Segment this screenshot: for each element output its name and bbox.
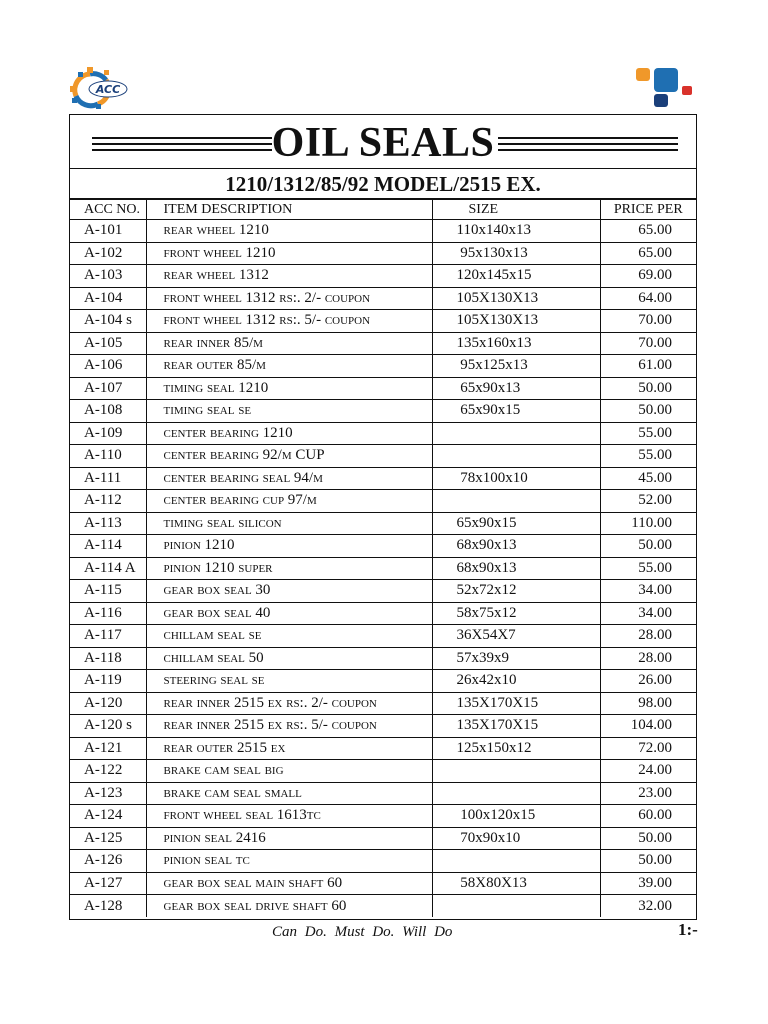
cell-acc-no: A-111	[70, 467, 146, 490]
cell-size: 36X54X7	[432, 625, 600, 648]
cell-acc-no: A-120 s	[70, 715, 146, 738]
cell-size: 26x42x10	[432, 670, 600, 693]
cell-acc-no: A-114 A	[70, 557, 146, 580]
title-banner	[70, 115, 696, 169]
cell-size	[432, 760, 600, 783]
cell-size: 78x100x10	[432, 467, 600, 490]
cell-acc-no: A-124	[70, 805, 146, 828]
cell-size: 58X80X13	[432, 872, 600, 895]
table-row	[70, 715, 696, 738]
cell-acc-no: A-127	[70, 872, 146, 895]
cell-price: 98.00	[600, 692, 696, 715]
cell-price: 52.00	[600, 490, 696, 513]
cell-size: 68x90x13	[432, 557, 600, 580]
table-row	[70, 580, 696, 603]
cell-description: brake cam seal small	[146, 782, 432, 805]
cell-acc-no: A-108	[70, 400, 146, 423]
price-list-sheet	[69, 114, 697, 920]
cell-size: 135x160x13	[432, 332, 600, 355]
cell-description: pinion seal tc	[146, 850, 432, 873]
model-heading: 1210/1312/85/92 MODEL/2515 EX.	[70, 169, 696, 199]
cell-size: 100x120x15	[432, 805, 600, 828]
cell-price: 70.00	[600, 332, 696, 355]
table-row	[70, 422, 696, 445]
cell-acc-no: A-123	[70, 782, 146, 805]
cell-acc-no: A-118	[70, 647, 146, 670]
cell-size: 105X130X13	[432, 310, 600, 333]
cell-size: 70x90x10	[432, 827, 600, 850]
cell-price: 55.00	[600, 422, 696, 445]
cell-price: 72.00	[600, 737, 696, 760]
cell-size: 120x145x15	[432, 265, 600, 288]
cell-price: 104.00	[600, 715, 696, 738]
cell-acc-no: A-104	[70, 287, 146, 310]
table-row	[70, 737, 696, 760]
cell-description: center bearing 92/m CUP	[146, 445, 432, 468]
cell-acc-no: A-128	[70, 895, 146, 918]
table-row	[70, 332, 696, 355]
cell-description: rear inner 85/m	[146, 332, 432, 355]
cell-description: steering seal se	[146, 670, 432, 693]
cell-price: 55.00	[600, 445, 696, 468]
cell-acc-no: A-110	[70, 445, 146, 468]
table-row	[70, 782, 696, 805]
cell-acc-no: A-105	[70, 332, 146, 355]
cell-acc-no: A-104 s	[70, 310, 146, 333]
cell-size: 125x150x12	[432, 737, 600, 760]
cell-price: 32.00	[600, 895, 696, 918]
cell-description: rear inner 2515 ex rs:. 2/- coupon	[146, 692, 432, 715]
cell-price: 28.00	[600, 625, 696, 648]
cell-price: 50.00	[600, 377, 696, 400]
cell-acc-no: A-107	[70, 377, 146, 400]
table-row	[70, 467, 696, 490]
table-row	[70, 265, 696, 288]
cell-acc-no: A-109	[70, 422, 146, 445]
cell-description: timing seal 1210	[146, 377, 432, 400]
table-row	[70, 445, 696, 468]
cell-description: center bearing seal 94/m	[146, 467, 432, 490]
header-size: SIZE	[432, 200, 600, 220]
cell-price: 60.00	[600, 805, 696, 828]
cell-acc-no: A-106	[70, 355, 146, 378]
cell-size: 65x90x15	[432, 512, 600, 535]
table-row	[70, 670, 696, 693]
cell-description: gear box seal drive shaft 60	[146, 895, 432, 918]
cell-description: pinion 1210	[146, 535, 432, 558]
price-table	[70, 199, 696, 917]
cell-acc-no: A-125	[70, 827, 146, 850]
cell-size	[432, 422, 600, 445]
cell-acc-no: A-126	[70, 850, 146, 873]
cell-description: rear wheel 1312	[146, 265, 432, 288]
cell-description: timing seal se	[146, 400, 432, 423]
table-row	[70, 557, 696, 580]
header-acc-no: ACC NO.	[70, 200, 146, 220]
cell-size	[432, 445, 600, 468]
cell-price: 110.00	[600, 512, 696, 535]
cell-description: chillam seal se	[146, 625, 432, 648]
cell-price: 64.00	[600, 287, 696, 310]
header-price: PRICE PER	[600, 200, 696, 220]
cell-size	[432, 490, 600, 513]
table-row	[70, 625, 696, 648]
cell-description: rear inner 2515 ex rs:. 5/- coupon	[146, 715, 432, 738]
table-row	[70, 220, 696, 243]
cell-acc-no: A-103	[70, 265, 146, 288]
cell-price: 50.00	[600, 850, 696, 873]
table-row	[70, 827, 696, 850]
cell-price: 65.00	[600, 242, 696, 265]
cell-description: brake cam seal big	[146, 760, 432, 783]
cell-acc-no: A-112	[70, 490, 146, 513]
cell-size: 95x130x13	[432, 242, 600, 265]
cell-price: 50.00	[600, 535, 696, 558]
header-item-description: ITEM DESCRIPTION	[146, 200, 432, 220]
cell-size: 135X170X15	[432, 692, 600, 715]
cell-description: center bearing 1210	[146, 422, 432, 445]
logo-text: ACC	[95, 83, 121, 96]
cell-size: 57x39x9	[432, 647, 600, 670]
cell-description: pinion seal 2416	[146, 827, 432, 850]
cell-price: 55.00	[600, 557, 696, 580]
cell-acc-no: A-122	[70, 760, 146, 783]
cell-acc-no: A-114	[70, 535, 146, 558]
table-row	[70, 805, 696, 828]
cell-size: 52x72x12	[432, 580, 600, 603]
cell-size: 110x140x13	[432, 220, 600, 243]
cell-price: 45.00	[600, 467, 696, 490]
cell-price: 34.00	[600, 602, 696, 625]
cell-size: 58x75x12	[432, 602, 600, 625]
table-row	[70, 692, 696, 715]
cell-price: 39.00	[600, 872, 696, 895]
page-title: OIL SEALS	[271, 120, 495, 166]
cell-acc-no: A-116	[70, 602, 146, 625]
cell-acc-no: A-121	[70, 737, 146, 760]
table-row	[70, 287, 696, 310]
page-number: 1:-	[678, 920, 698, 939]
cell-acc-no: A-113	[70, 512, 146, 535]
cell-description: chillam seal 50	[146, 647, 432, 670]
cell-acc-no: A-102	[70, 242, 146, 265]
footer-motto: Can Do. Must Do. Will Do	[272, 924, 453, 940]
cell-size: 65x90x15	[432, 400, 600, 423]
cell-description: front wheel seal 1613tc	[146, 805, 432, 828]
cell-acc-no: A-101	[70, 220, 146, 243]
table-row	[70, 850, 696, 873]
cell-acc-no: A-119	[70, 670, 146, 693]
cell-size: 95x125x13	[432, 355, 600, 378]
cell-price: 50.00	[600, 400, 696, 423]
table-row	[70, 760, 696, 783]
table-row	[70, 242, 696, 265]
cell-price: 26.00	[600, 670, 696, 693]
table-row	[70, 490, 696, 513]
table-row	[70, 535, 696, 558]
cell-price: 65.00	[600, 220, 696, 243]
cell-acc-no: A-117	[70, 625, 146, 648]
cell-description: gear box seal 30	[146, 580, 432, 603]
cell-size	[432, 895, 600, 918]
cell-description: rear outer 2515 ex	[146, 737, 432, 760]
table-row	[70, 602, 696, 625]
cell-description: gear box seal 40	[146, 602, 432, 625]
cell-size: 105X130X13	[432, 287, 600, 310]
table-row	[70, 310, 696, 333]
cell-price: 70.00	[600, 310, 696, 333]
table-row	[70, 400, 696, 423]
cell-size: 65x90x13	[432, 377, 600, 400]
cell-price: 23.00	[600, 782, 696, 805]
cell-acc-no: A-115	[70, 580, 146, 603]
cell-acc-no: A-120	[70, 692, 146, 715]
table-row	[70, 512, 696, 535]
cell-size	[432, 850, 600, 873]
acc-logo	[68, 66, 130, 110]
cell-size	[432, 782, 600, 805]
cell-description: center bearing cup 97/m	[146, 490, 432, 513]
cell-description: front wheel 1210	[146, 242, 432, 265]
table-header-row	[70, 200, 696, 220]
cell-size: 135X170X15	[432, 715, 600, 738]
cell-description: rear outer 85/m	[146, 355, 432, 378]
cell-description: rear wheel 1210	[146, 220, 432, 243]
cell-description: front wheel 1312 rs:. 5/- coupon	[146, 310, 432, 333]
cell-price: 34.00	[600, 580, 696, 603]
cell-price: 50.00	[600, 827, 696, 850]
table-row	[70, 355, 696, 378]
table-row	[70, 377, 696, 400]
cell-price: 28.00	[600, 647, 696, 670]
cell-price: 24.00	[600, 760, 696, 783]
cell-price: 69.00	[600, 265, 696, 288]
cell-price: 61.00	[600, 355, 696, 378]
brand-squares-logo	[636, 66, 694, 108]
cell-description: front wheel 1312 rs:. 2/- coupon	[146, 287, 432, 310]
cell-description: gear box seal main shaft 60	[146, 872, 432, 895]
cell-description: pinion 1210 super	[146, 557, 432, 580]
table-row	[70, 647, 696, 670]
cell-size: 68x90x13	[432, 535, 600, 558]
table-row	[70, 872, 696, 895]
cell-description: timing seal silicon	[146, 512, 432, 535]
table-row	[70, 895, 696, 918]
